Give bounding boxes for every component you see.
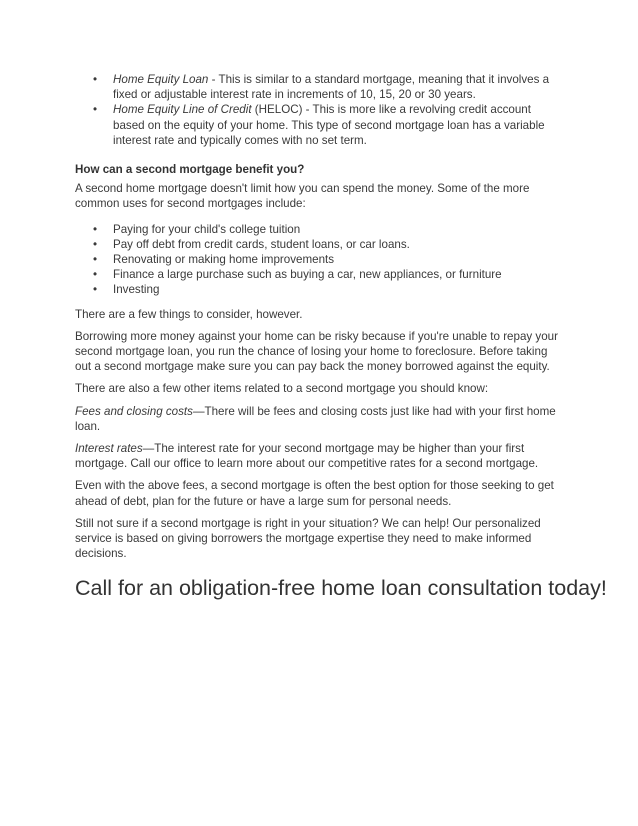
paragraph: Borrowing more money against your home can be risky because if you're unable to repay your second mortgage loan, you run the chance of losing your home to foreclosure. Before taking out a second mortgage make sure you can pay back the money borrowed against the equity. <box>75 329 558 374</box>
bullet-icon: • <box>93 268 98 282</box>
uses-list <box>75 222 565 298</box>
paragraph: There are a few things to consider, however. <box>75 307 303 321</box>
bullet-icon: • <box>93 73 98 86</box>
paragraph: There are also a few other items related to a second mortgage you should know: <box>75 382 489 396</box>
bullet-icon: • <box>93 283 98 297</box>
paragraph: A second home mortgage doesn't limit how you can spend the money. Some of the more common uses for second mortgages include: <box>75 182 530 211</box>
bullet-icon: • <box>93 253 98 267</box>
list-item <box>75 102 565 148</box>
fees-text: —There will be fees and closing costs just like had with your first home loan. <box>75 404 556 433</box>
rates-paragraph <box>75 441 565 471</box>
list-item-text: Investing <box>113 283 160 297</box>
list-item-text: Pay off debt from credit cards, student loans, or car loans. <box>113 237 410 251</box>
fees-paragraph <box>75 404 565 434</box>
list-item-text: Renovating or making home improvements <box>113 253 335 267</box>
list-item-text: Finance a large purchase such as buying a car, new appliances, or furniture <box>113 268 502 282</box>
bullet-icon: • <box>93 103 98 117</box>
list-item <box>75 267 565 282</box>
bullet-icon: • <box>93 222 98 236</box>
paragraph: Still not sure if a second mortgage is right in your situation? We can help! Our personalized service is based on giving borrowers the mortgage expertise they need to make informed decisions. <box>75 516 541 561</box>
loan-types-list <box>75 72 565 148</box>
list-item <box>75 72 565 102</box>
document-body <box>75 72 607 601</box>
list-item <box>75 252 565 267</box>
fees-label: Fees and closing costs <box>75 404 193 418</box>
list-item <box>75 237 565 252</box>
loan-type-description: - This is similar to a standard mortgage, meaning that it involves a fixed or adjustable interest rate in increments of 10, 15, 20 or 30 years. <box>113 73 550 102</box>
call-to-action-heading: Call for an obligation-free home loan consultation today! <box>75 576 607 601</box>
rates-label: Interest rates <box>75 442 143 456</box>
section-heading: How can a second mortgage benefit you? <box>75 163 305 177</box>
rates-text: —The interest rate for your second mortgage may be higher than your first mortgage. Call our office to learn more about our competitive rates for a second mortgage. <box>75 442 539 471</box>
loan-type-name: Home Equity Loan <box>113 73 209 86</box>
loan-type-description: (HELOC) - This is more like a revolving credit account based on the equity of your home. This type of second mortgage loan has a variable interest rate and typically comes with no set term. <box>113 103 545 147</box>
bullet-icon: • <box>93 237 98 251</box>
paragraph: Even with the above fees, a second mortgage is often the best option for those seeking to get ahead of debt, plan for the future or have a large sum for personal needs. <box>75 479 554 508</box>
loan-type-name: Home Equity Line of Credit <box>113 103 252 117</box>
list-item <box>75 222 565 237</box>
list-item-text: Paying for your child's college tuition <box>113 222 301 236</box>
list-item <box>75 282 565 297</box>
